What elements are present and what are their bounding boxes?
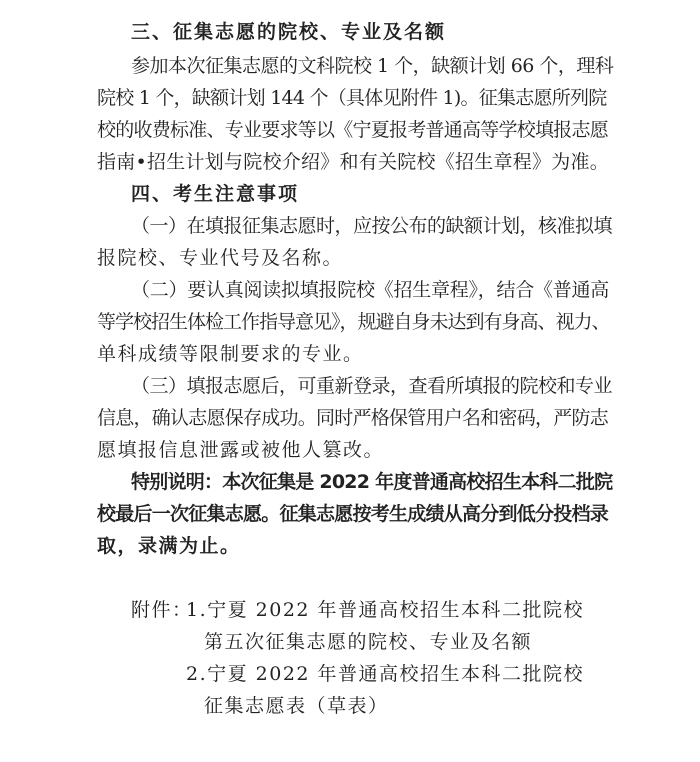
special-note-line: 特别说明：本次征集是 2022 年度普通高校招生本科二批院	[131, 471, 613, 493]
section-4-item-2-line: 等学校招生体检工作指导意见》，规避自身未达到有身高、视力、	[97, 311, 610, 333]
section-4-item-2-line: 单科成绩等限制要求的专业。	[97, 343, 364, 365]
attachment-2-line-1: 2.宁夏 2022 年普通高校招生本科二批院校	[186, 663, 585, 685]
special-note-line: 校最后一次征集志愿。征集志愿按考生成绩从高分到低分投档录	[97, 503, 609, 525]
section-4-item-2-line: （二）要认真阅读拟填报院校《招生章程》，结合《普通高	[131, 279, 610, 301]
section-4-item-1-line: （一）在填报征集志愿时，应按公布的缺额计划，核准拟填	[131, 215, 613, 237]
section-3-paragraph-line: 校的收费标准、专业要求等以《宁夏报考普通高等学校填报志愿	[97, 119, 609, 141]
section-3-paragraph-line: 参加本次征集志愿的文科院校 1 个，缺额计划 66 个，理科	[131, 55, 614, 77]
section-4-item-3-line: 愿填报信息泄露或被他人篡改。	[97, 439, 385, 461]
section-3-paragraph-line: 指南•招生计划与院校介绍》和有关院校《招生章程》为准。	[97, 151, 609, 173]
attachment-2-line-2: 征集志愿表（草表）	[204, 695, 389, 717]
section-3-heading: 三、征集志愿的院校、专业及名额	[131, 21, 447, 43]
attachments-label: 附件：	[131, 599, 193, 621]
special-note-line: 取，录满为止。	[97, 535, 241, 557]
section-4-item-1-line: 报院校、专业代号及名称。	[97, 247, 344, 269]
section-4-item-3-line: 信息，确认志愿保存成功。同时严格保管用户名和密码，严防志	[97, 407, 609, 429]
section-4-heading: 四、考生注意事项	[131, 183, 300, 205]
section-3-paragraph-line: 院校 1 个，缺额计划 144 个（具体见附件 1)。征集志愿所列院	[97, 87, 607, 109]
attachment-1-line-1: 1.宁夏 2022 年普通高校招生本科二批院校	[186, 599, 585, 621]
section-4-item-3-line: （三）填报志愿后，可重新登录，查看所填报的院校和专业	[131, 375, 613, 397]
attachment-1-line-2: 第五次征集志愿的院校、专业及名额	[204, 631, 533, 653]
